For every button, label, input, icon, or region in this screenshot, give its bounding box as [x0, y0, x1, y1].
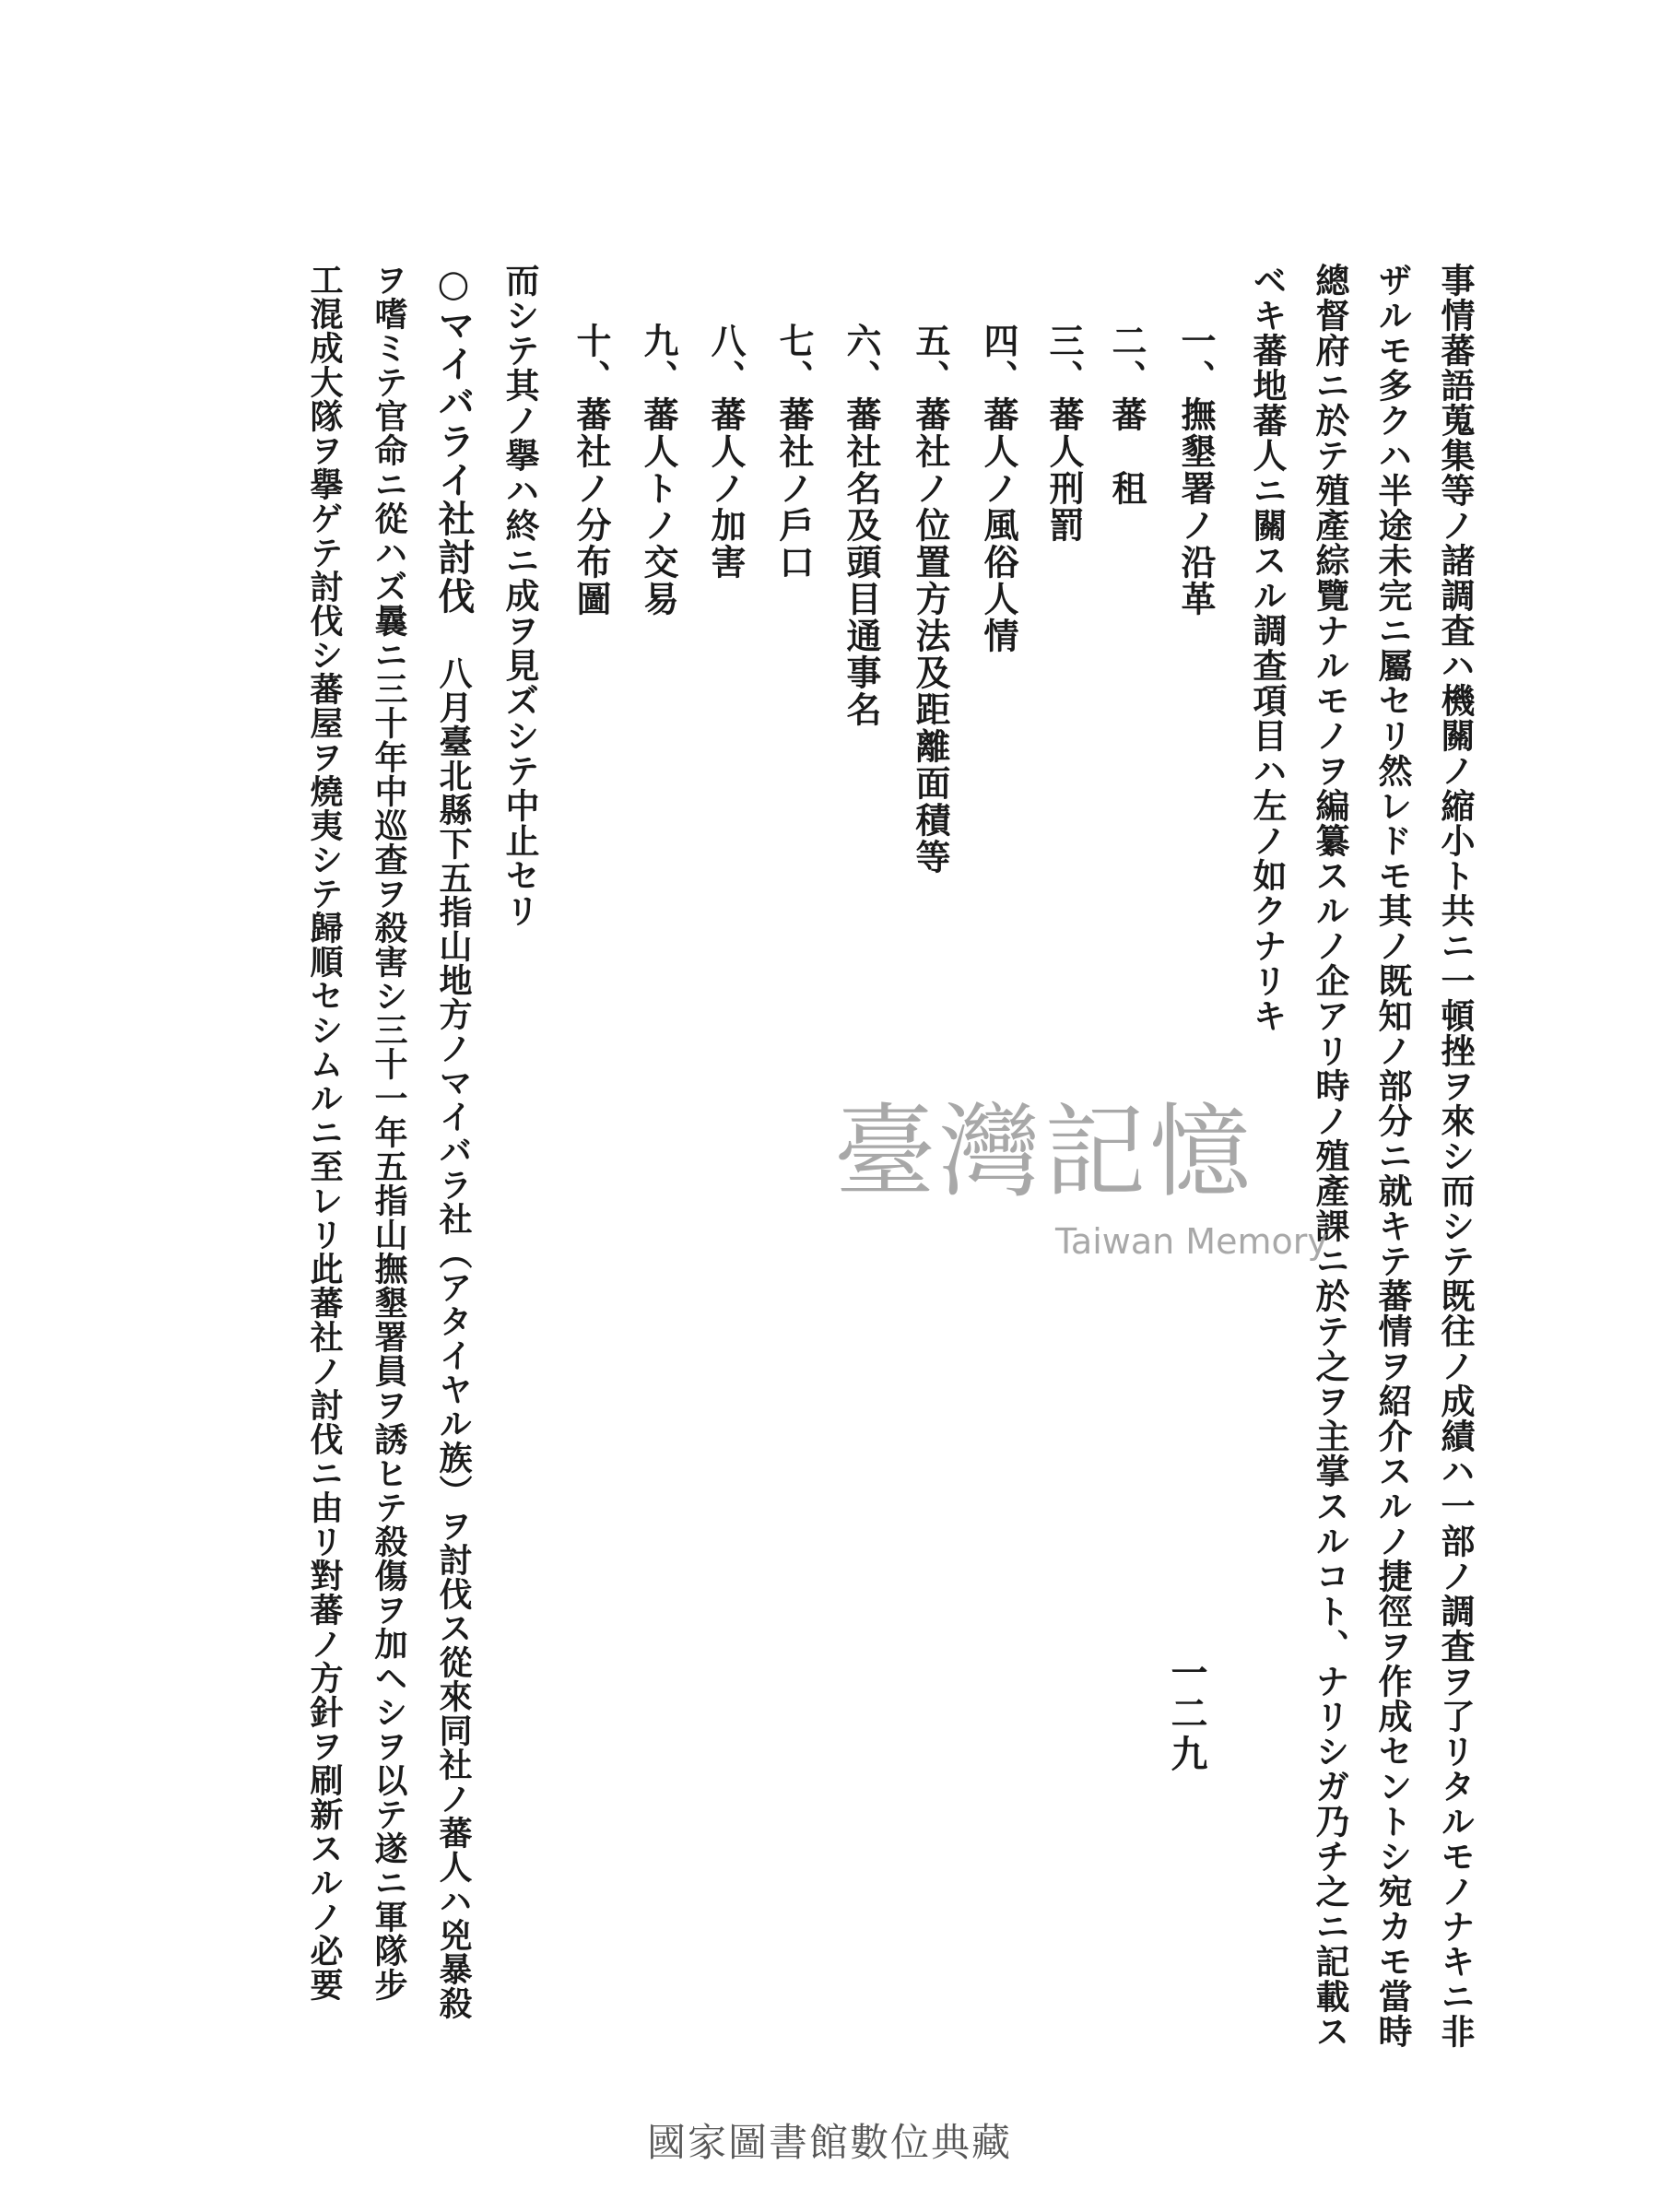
footer-credit: 國家圖書館數位典藏 [646, 2120, 1012, 2165]
body-column-3: 總督府ニ於テ殖產綜覽ナルモノヲ編纂スルノ企アリ時ノ殖產課ニ於テ之ヲ主掌スルコト、ナリシガ乃チ之ニ記載ス [1310, 263, 1350, 2049]
page-number: 一二九 [1165, 1653, 1208, 1775]
watermark-english: Taiwan Memory [1055, 1221, 1328, 1262]
section-column-1 [432, 263, 476, 2020]
list-item-5: 五、蕃社ノ位置方法及距離面積等 [910, 323, 951, 876]
list-item-2: 二、蕃 租 [1106, 323, 1147, 507]
section-mark: ○ [432, 263, 475, 306]
watermark [834, 1093, 1328, 1286]
list-item-7: 七、蕃社ノ戶口 [773, 323, 815, 581]
body-column-2: ザルモ多クハ半途未完ニ屬セリ然レドモ其ノ既知ノ部分ニ就キテ蕃情ヲ紹介スルノ捷徑ヲ作成セントシ宛カモ當時 [1372, 263, 1413, 2049]
section-column-3: 工混成大隊ヲ擧ゲテ討伐シ蕃屋ヲ燒夷シテ歸順セシムルニ至レリ此蕃社ノ討伐ニ由リ對蕃ノ方針ヲ刷新スルノ必要 [305, 263, 344, 2002]
list-item-4: 四、蕃人ノ風俗人情 [978, 323, 1019, 654]
section-column-2: ヲ嗜ミテ官命ニ從ハズ曩ニ三十年中巡查ヲ殺害シ三十一年五指山撫墾署員ヲ誘ヒテ殺傷ヲ加ヘシヲ以テ遂ニ軍隊步 [370, 263, 408, 2002]
body-column-1: 事情蕃語蒐集等ノ諸調査ハ機關ノ縮小ト共ニ一頓挫ヲ來シ而シテ既往ノ成績ハ一部ノ調査ヲ了リタルモノナキニ非 [1435, 263, 1476, 2049]
list-item-8: 八、蕃人ノ加害 [705, 323, 747, 581]
list-item-1: 一、撫墾署ノ沿革 [1175, 323, 1217, 618]
body-column-4: ベキ蕃地蕃人ニ關スル調查項目ハ左ノ如クナリキ [1247, 263, 1288, 1033]
section-text-1: 八月臺北縣下五指山地方ノマイバラ社（アタイヤル族）ヲ討伐ス從來同社ノ蕃人ハ兇暴殺 [434, 656, 473, 2020]
list-item-9: 九、蕃人トノ交易 [638, 323, 679, 618]
section-heading: マイバライ社討伐 [432, 306, 476, 616]
list-item-10: 十、蕃社ノ分布圖 [571, 323, 612, 618]
list-item-6: 六、蕃社名及頭目通事名 [841, 323, 882, 728]
list-item-3: 三、蕃人刑罰 [1043, 323, 1085, 544]
watermark-chinese: 臺灣記憶 [834, 1093, 1254, 1211]
closing-line: 而シテ其ノ擧ハ終ニ成ヲ見ズシテ中止セリ [500, 263, 540, 928]
